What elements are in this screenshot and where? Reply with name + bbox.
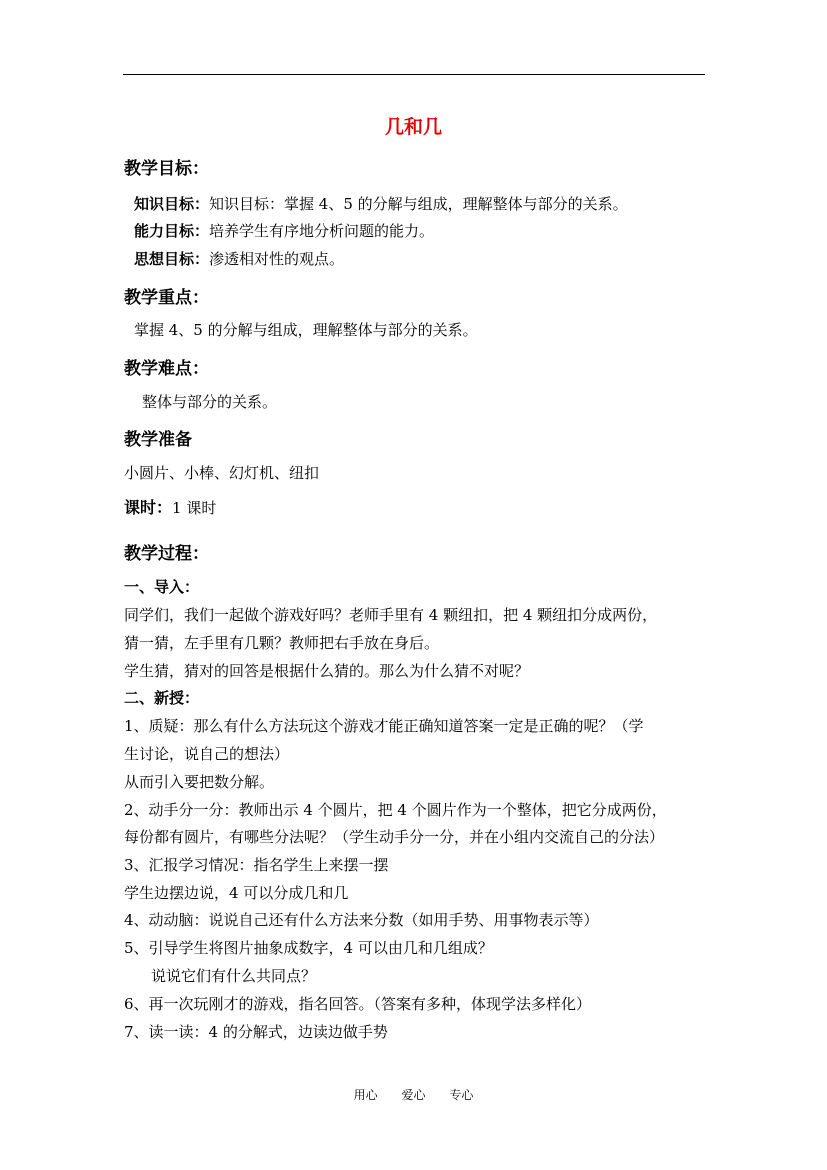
new-line: 说说它们有什么共同点？ bbox=[151, 967, 317, 985]
header-rule bbox=[123, 74, 705, 75]
document-title: 几和几 bbox=[384, 116, 442, 138]
objective-thought: 思想目标：渗透相对性的观点。 bbox=[134, 250, 345, 268]
new-line: 从而引入要把数分解。 bbox=[124, 773, 275, 791]
difficulty-text: 整体与部分的关系。 bbox=[142, 393, 278, 411]
footer-word: 用心 bbox=[353, 1088, 378, 1102]
new-line: 6、再一次玩刚才的游戏，指名回答。（答案有多种，体现学法多样化） bbox=[124, 995, 592, 1013]
objective-ability: 能力目标：培养学生有序地分析问题的能力。 bbox=[134, 222, 435, 240]
prep-text: 小圆片、小棒、幻灯机、纽扣 bbox=[124, 464, 320, 482]
new-line: 学生边摆边说，4 可以分成几和几 bbox=[124, 884, 349, 902]
new-line: 7、读一读：4 的分解式，边读边做手势 bbox=[124, 1023, 388, 1041]
new-line: 生讨论，说自己的想法） bbox=[124, 745, 290, 763]
page-footer bbox=[0, 1086, 827, 1103]
objectives-heading: 教学目标： bbox=[124, 159, 209, 179]
intro-line: 学生猜，猜对的回答是根据什么猜的。那么为什么猜不对呢？ bbox=[124, 662, 530, 680]
process-heading: 教学过程： bbox=[124, 544, 209, 564]
prep-heading: 教学准备 bbox=[124, 430, 192, 450]
new-line: 1、质疑：那么有什么方法玩这个游戏才能正确知道答案一定是正确的呢？（学 bbox=[124, 717, 644, 735]
new-line: 4、动动脑：说说自己还有什么方法来分数（如用手势、用事物表示等） bbox=[124, 911, 599, 929]
objective-knowledge: 知识目标：知识目标：掌握 4、5 的分解与组成，理解整体与部分的关系。 bbox=[134, 195, 628, 213]
new-line: 每份都有圆片，有哪些分法呢？（学生动手分一分，并在小组内交流自己的分法） bbox=[124, 828, 665, 846]
key-text: 掌握 4、5 的分解与组成，理解整体与部分的关系。 bbox=[134, 321, 478, 339]
intro-line: 同学们，我们一起做个游戏好吗？老师手里有 4 颗纽扣，把 4 颗纽扣分成两份， bbox=[124, 606, 658, 624]
new-line: 3、汇报学习情况：指名学生上来摆一摆 bbox=[124, 856, 389, 874]
intro-heading: 一、导入： bbox=[124, 578, 200, 596]
new-line: 2、动手分一分：教师出示 4 个圆片，把 4 个圆片作为一个整体，把它分成两份， bbox=[124, 801, 667, 819]
footer-word: 专心 bbox=[449, 1088, 474, 1102]
hours-line: 课时：1 课时 bbox=[124, 498, 217, 517]
difficulty-heading: 教学难点： bbox=[124, 359, 209, 379]
key-heading: 教学重点： bbox=[124, 288, 209, 308]
footer-word: 爱心 bbox=[401, 1088, 426, 1102]
new-line: 5、引导学生将图片抽象成数字，4 可以由几和几组成？ bbox=[124, 939, 493, 957]
new-heading: 二、新授： bbox=[124, 689, 200, 707]
intro-line: 猜一猜，左手里有几颗？教师把右手放在身后。 bbox=[124, 634, 440, 652]
